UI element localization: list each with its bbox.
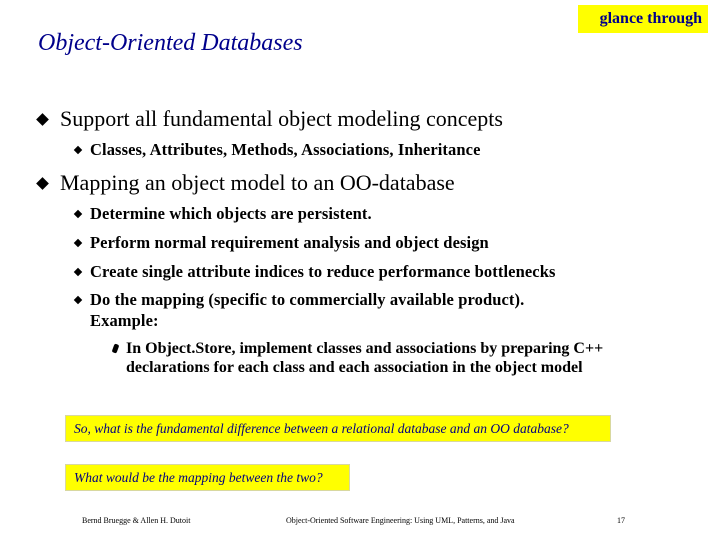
detail-objectstore xyxy=(126,339,686,377)
question-mapping: What would be the mapping between the two? xyxy=(65,464,350,491)
glance-through-badge: glance through xyxy=(578,5,708,33)
footer-book-title: Object-Oriented Software Engineering: Using UML, Patterns, and Java xyxy=(286,516,515,525)
diamond-bullet-icon xyxy=(74,239,82,247)
question-difference: So, what is the fundamental difference between a relational database and an OO database? xyxy=(65,415,611,442)
detail-line: declarations for each class and each association in the object model xyxy=(126,359,583,376)
subpoint-analysis: Perform normal requirement analysis and object design xyxy=(90,233,489,252)
diamond-bullet-icon xyxy=(36,177,49,190)
subpoint-indices: Create single attribute indices to reduce performance bottlenecks xyxy=(90,262,556,281)
point-mapping: Mapping an object model to an OO-database xyxy=(60,170,455,195)
subpoint-classes: Classes, Attributes, Methods, Associations, Inheritance xyxy=(90,140,481,159)
slide-title: Object-Oriented Databases xyxy=(38,30,303,56)
point-support-concepts: Support all fundamental object modeling concepts xyxy=(60,106,503,131)
detail-line: In Object.Store, implement classes and associations by preparing C++ xyxy=(126,340,604,357)
subpoint-persistent: Determine which objects are persistent. xyxy=(90,204,372,223)
diamond-bullet-icon xyxy=(74,296,82,304)
diamond-bullet-icon xyxy=(74,146,82,154)
drop-bullet-icon xyxy=(112,343,120,353)
diamond-bullet-icon xyxy=(74,210,82,218)
diamond-bullet-icon xyxy=(36,113,49,126)
footer-authors: Bernd Bruegge & Allen H. Dutoit xyxy=(82,516,191,525)
subpoint-example: Example: xyxy=(90,311,159,330)
footer-page-number: 17 xyxy=(617,516,625,525)
subpoint-do-mapping: Do the mapping (specific to commercially available product). xyxy=(90,290,525,309)
diamond-bullet-icon xyxy=(74,268,82,276)
